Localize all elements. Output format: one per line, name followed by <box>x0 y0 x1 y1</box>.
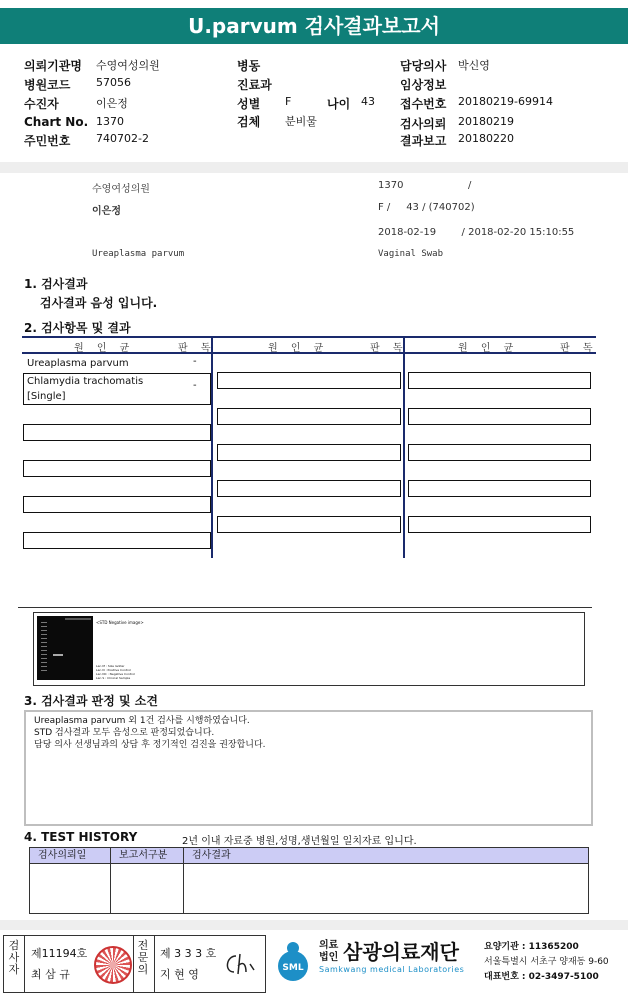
col-pathogen-1: 원 인 균 <box>74 343 135 354</box>
history-cell <box>110 864 184 914</box>
empty-cell <box>217 372 401 389</box>
col-pathogen-3: 원 인 균 <box>458 343 519 354</box>
age-value: 43 <box>361 95 375 108</box>
image-legend: Lan M : Size ladder Lan N : Positive Control Lan NC : Negative Control Lan S : Clinical Sample <box>96 664 135 680</box>
section1-result: 검사결과 음성 입니다. <box>40 296 158 310</box>
comment-text: Ureaplasma parvum 외 1건 검사를 시행하였습니다. STD 검사결과 모두 음성으로 판정되었습니다. 담당 의사 선생님과의 상담 후 정기적인 검진을 권장합니다. <box>34 716 266 750</box>
history-header-type: 보고서구분 <box>110 847 184 864</box>
contact-address: 서울특별시 서초구 양재동 9-60 <box>484 957 609 967</box>
table-divider-2 <box>403 336 405 558</box>
dept-label: 진료과 <box>237 78 272 92</box>
id-value: 740702-2 <box>96 132 149 145</box>
inspector-number: 제11194호 <box>31 947 88 960</box>
col-result-3: 판 독 <box>560 343 598 354</box>
inspector-label: 검 사 자 <box>8 939 20 976</box>
sub-hospital: 수영여성의원 <box>92 184 150 195</box>
empty-cell <box>408 516 591 533</box>
empty-cell <box>217 444 401 461</box>
section-divider <box>18 607 592 608</box>
patient-value: 이은정 <box>96 97 128 110</box>
clinical-label: 임상정보 <box>400 78 447 92</box>
request-label: 검사의뢰 <box>400 117 447 131</box>
chart-value: 1370 <box>96 115 124 128</box>
empty-cell <box>408 408 591 425</box>
empty-cell <box>408 372 591 389</box>
gel-image <box>37 616 93 680</box>
inspector-name: 최 삼 규 <box>31 968 70 981</box>
row1-name: Ureaplasma parvum <box>27 358 129 369</box>
col-pathogen-2: 원 인 균 <box>268 343 329 354</box>
table-divider-1 <box>211 336 213 558</box>
contact-phone: 대표번호 : 02-3497-5100 <box>484 972 599 982</box>
doctor-label: 담당의사 <box>400 59 447 73</box>
row2-result: - <box>193 380 197 391</box>
ward-label: 병동 <box>237 59 261 73</box>
section2-title: 2. 검사항목 및 결과 <box>24 321 131 335</box>
sub-chart: 1370 <box>378 180 404 191</box>
empty-cell <box>23 424 211 441</box>
chart-label: Chart No. <box>24 115 89 129</box>
section3-title: 3. 검사결과 판정 및 소견 <box>24 694 158 708</box>
history-note: 2년 이내 자료중 병원,성명,생년월일 일치자료 입니다. <box>182 836 417 847</box>
empty-cell <box>217 480 401 497</box>
hospital-value: 수영여성의원 <box>96 59 160 72</box>
sub-patient: 이은정 <box>92 206 121 217</box>
empty-cell <box>23 532 211 549</box>
history-header-date: 검사의뢰일 <box>29 847 111 864</box>
sub-slash: / <box>468 180 472 191</box>
doctor-name: 지 현 영 <box>160 968 199 981</box>
doctor-number: 제 3 3 3 호 <box>160 947 217 960</box>
org-name: 삼광의료재단 <box>343 940 459 964</box>
sub-dates: 2018-02-19 / 2018-02-20 15:10:55 <box>378 227 575 238</box>
divider-band <box>0 162 628 173</box>
report-title: U.parvum 검사결과보고서 <box>0 8 628 44</box>
report-value: 20180220 <box>458 132 514 145</box>
empty-cell <box>217 516 401 533</box>
sex-label: 성별 <box>237 97 261 111</box>
sub-specimen: Vaginal Swab <box>378 249 444 259</box>
accession-label: 접수번호 <box>400 97 447 111</box>
doctor-label: 전 문 의 <box>137 939 149 976</box>
row2-name2: [Single] <box>27 391 66 402</box>
report-label: 결과보고 <box>400 134 447 148</box>
specimen-label: 검체 <box>237 115 261 129</box>
empty-cell <box>23 460 211 477</box>
col-result-1: 판 독 <box>178 343 216 354</box>
section4-title: 4. TEST HISTORY <box>24 830 138 844</box>
doctor-value: 박신영 <box>458 59 490 72</box>
empty-cell <box>217 408 401 425</box>
section1-title: 1. 검사결과 <box>24 277 88 291</box>
age-label: 나이 <box>327 97 351 111</box>
contact-code: 요양기관 : 11365200 <box>484 942 579 952</box>
history-header-result: 검사결과 <box>183 847 589 864</box>
footer-band <box>0 920 628 930</box>
sml-logo <box>272 938 314 982</box>
code-value: 57056 <box>96 76 131 89</box>
sex-value: F <box>285 95 292 108</box>
row2-name: Chlamydia trachomatis <box>27 376 144 387</box>
doctor-signature <box>222 950 258 978</box>
accession-value: 20180219-69914 <box>458 95 553 108</box>
history-cell <box>183 864 589 914</box>
history-cell <box>29 864 111 914</box>
org-prefix: 의료 법인 <box>319 940 339 963</box>
specimen-value: 분비물 <box>285 115 317 128</box>
id-label: 주민번호 <box>24 134 71 148</box>
empty-cell <box>408 444 591 461</box>
hospital-label: 의뢰기관명 <box>24 59 82 73</box>
image-caption: <STD Negative image> <box>96 620 144 625</box>
patient-label: 수진자 <box>24 97 59 111</box>
code-label: 병원코드 <box>24 78 71 92</box>
svg-text:SML: SML <box>282 963 304 973</box>
request-value: 20180219 <box>458 115 514 128</box>
row1-result: - <box>193 356 197 367</box>
sub-test: Ureaplasma parvum <box>92 249 185 259</box>
org-english: Samkwang medical Laboratories <box>319 965 465 974</box>
empty-cell <box>23 496 211 513</box>
table-top-line <box>22 336 596 338</box>
sub-sex-age: F / 43 / (740702) <box>378 202 475 213</box>
empty-cell <box>408 480 591 497</box>
inspector-seal <box>94 946 132 984</box>
col-result-2: 판 독 <box>370 343 408 354</box>
